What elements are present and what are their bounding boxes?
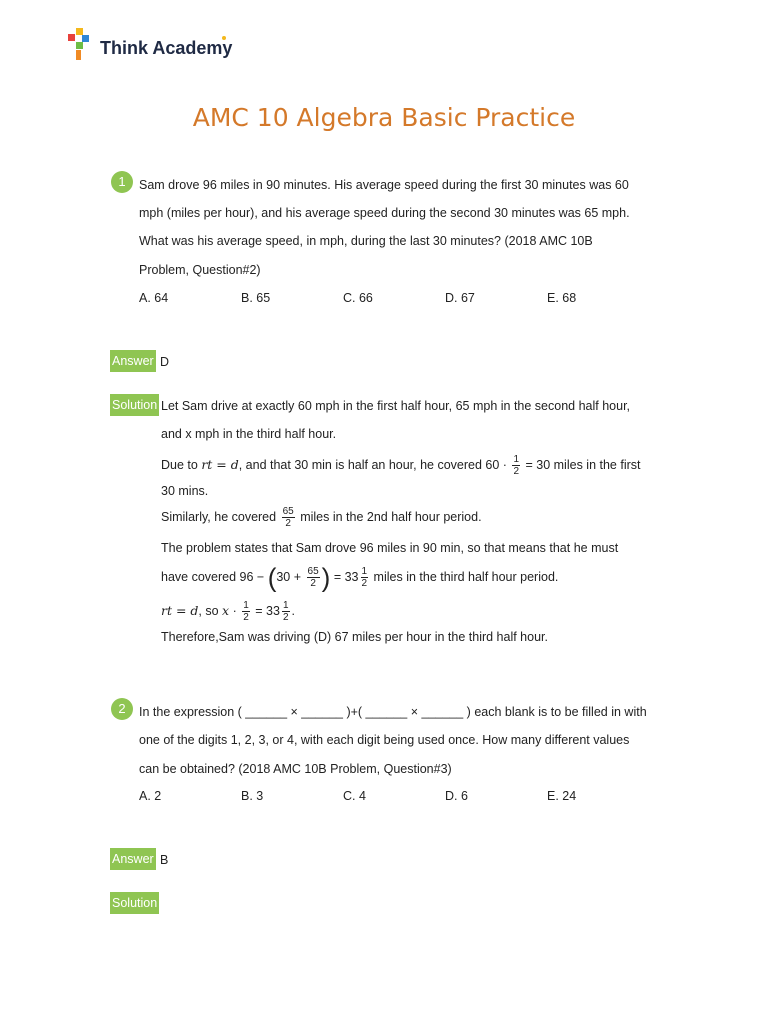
solution-line: have covered 96 − (30 + $\frac{65}{2}$ ) = 33 $\frac{1}{2}$ miles in the third half hour period.	[161, 562, 559, 593]
question-text-line: In the expression ( ______ × ______ )+( ______ × ______ ) each blank is to be filled in with	[139, 705, 647, 719]
answer-value: D	[160, 355, 170, 369]
question-text-line: can be obtained? (2018 AMC 10B Problem, Question#3)	[139, 762, 452, 776]
option-b: B. 65	[241, 291, 271, 305]
option-c: C. 66	[343, 291, 373, 305]
option-e: E. 68	[547, 291, 577, 305]
question-text-line: Problem, Question#2)	[139, 263, 261, 277]
option-c: C. 4	[343, 789, 366, 803]
brand-name: Think Academy	[100, 38, 233, 58]
solution-label: Solution	[110, 394, 159, 416]
question-text-line: one of the digits 1, 2, 3, or 4, with each digit being used once. How many different values	[139, 733, 630, 747]
solution-line: and x mph in the third half hour.	[161, 427, 337, 441]
answer-label: Answer	[110, 350, 156, 372]
option-e: E. 24	[547, 789, 577, 803]
question-text-line: What was his average speed, in mph, during the last 30 minutes? (2018 AMC 10B	[139, 234, 593, 248]
answer-label: Answer	[110, 848, 156, 870]
solution-line: 30 mins.	[161, 484, 209, 498]
answer-value: B	[160, 853, 169, 867]
question-text-line: Sam drove 96 miles in 90 minutes. His average speed during the first 30 minutes was 60	[139, 178, 629, 192]
option-a: A. 2	[139, 789, 162, 803]
solution-line: Similarly, he covered $\frac{65}{2}$ miles in the 2nd half hour period.	[161, 506, 482, 529]
question-number-badge: 1	[111, 171, 133, 193]
solution-line: rt = d, so x · $\frac{1}{2}$ = 33 $\frac{1}{2}$ .	[161, 600, 296, 623]
page-title: AMC 10 Algebra Basic Practice	[192, 103, 576, 132]
option-d: D. 67	[445, 291, 475, 305]
option-d: D. 6	[445, 789, 468, 803]
solution-line: Therefore,Sam was driving (D) 67 miles per hour in the third half hour.	[161, 630, 548, 644]
question-number-badge: 2	[111, 698, 133, 720]
solution-line: The problem states that Sam drove 96 miles in 90 min, so that means that he must	[161, 541, 619, 555]
solution-line: Let Sam drive at exactly 60 mph in the first half hour, 65 mph in the second half hour,	[161, 399, 631, 413]
option-a: A. 64	[139, 291, 169, 305]
solution-line: Due to rt = d, and that 30 min is half an hour, he covered 60 · $\frac{1}{2}$ = 30 miles in the first	[161, 454, 641, 477]
solution-label: Solution	[110, 892, 159, 914]
question-text-line: mph (miles per hour), and his average speed during the second 30 minutes was 65 mph.	[139, 206, 630, 220]
option-b: B. 3	[241, 789, 264, 803]
